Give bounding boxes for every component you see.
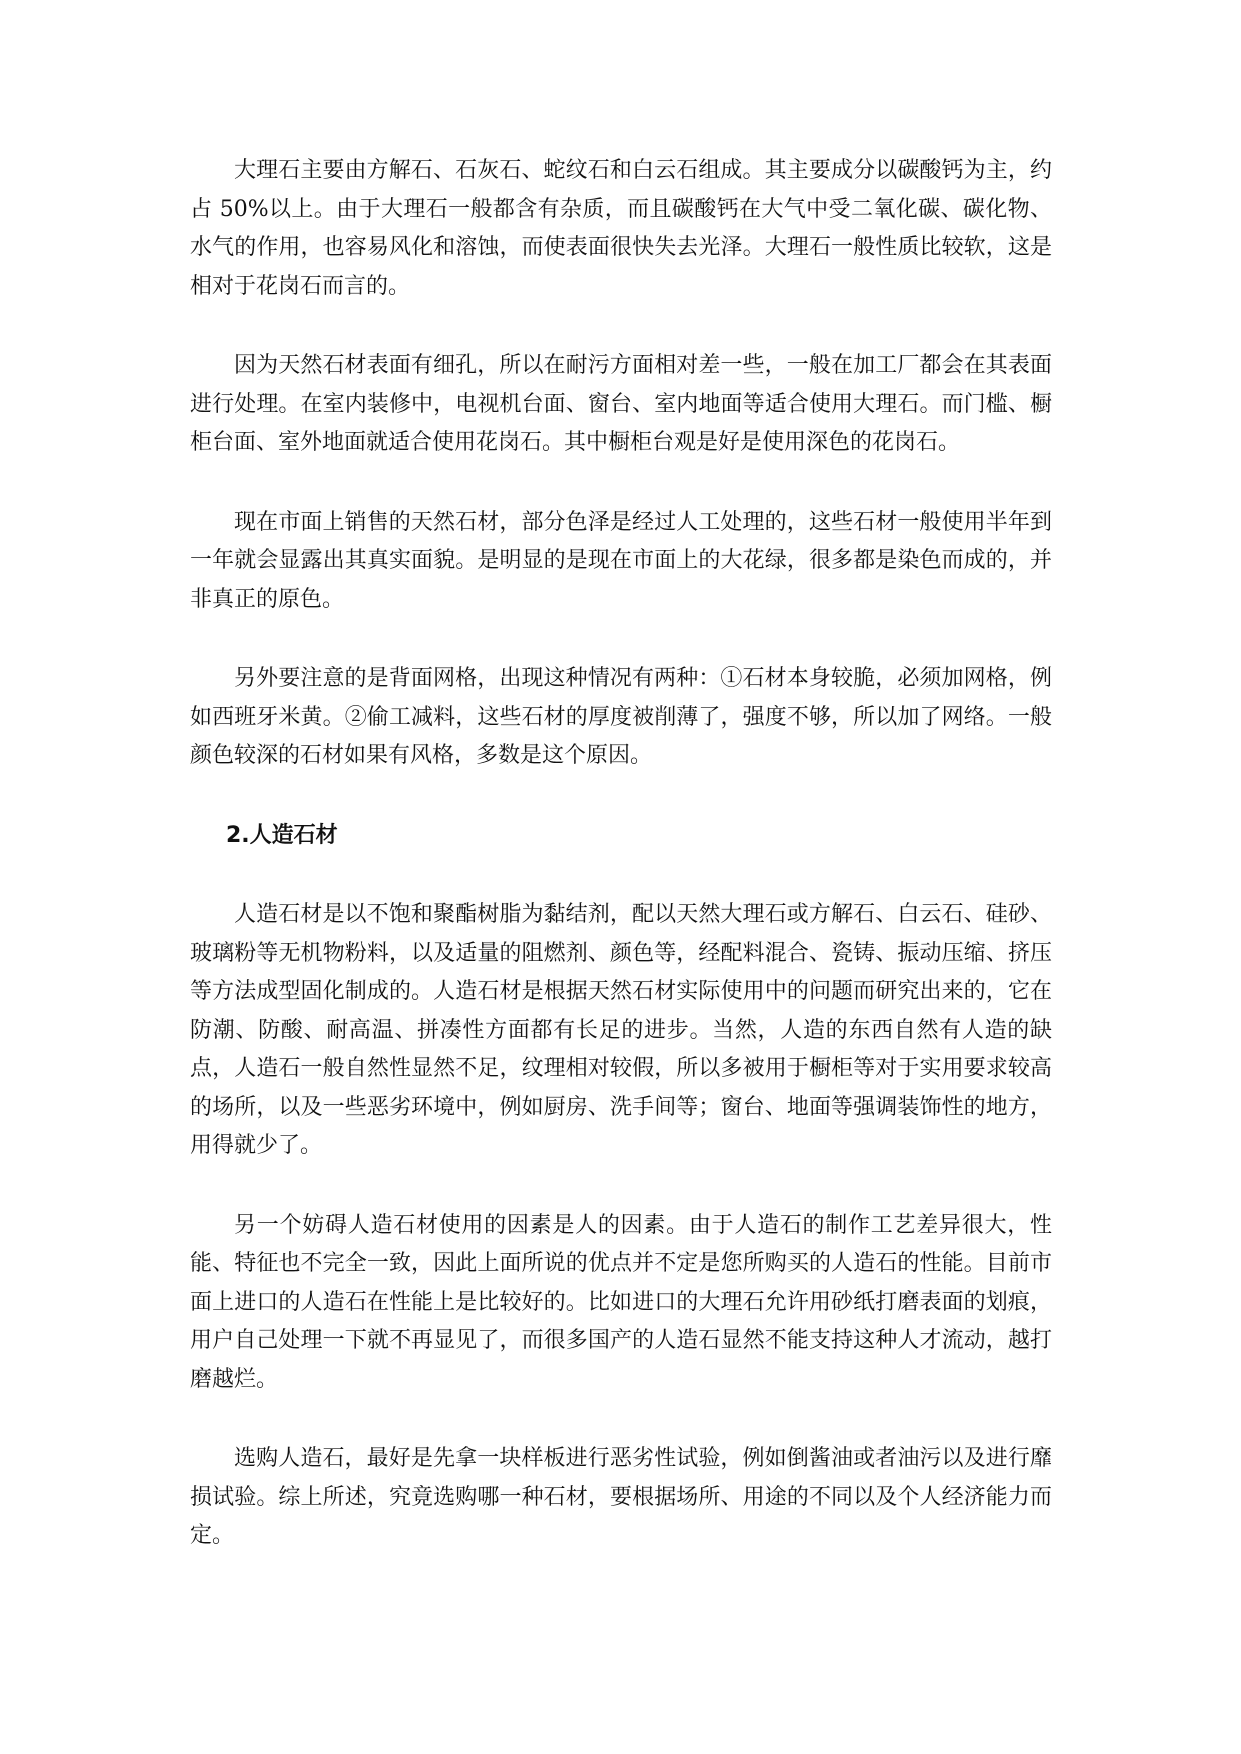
paragraph-dyed-stone: 现在市面上销售的天然石材，部分色泽是经过人工处理的，这些石材一般使用半年到一年就会显露出其真实面貌。是明显的是现在市面上的大花绿，很多都是染色而成的，并非真正的原色。 (190, 509, 1052, 612)
paragraph-artificial-stone-intro: 人造石材是以不饱和聚酯树脂为黏结剂，配以天然大理石或方解石、白云石、硅砂、玻璃粉等无机物粉料，以及适量的阻燃剂、颜色等，经配料混合、瓷铸、振动压缩、挤压等方法成型固化制成的。人造石材是根据天然石材实际使用中的问题而研究出来的，它在防潮、防酸、耐高温、拼凑性方面都有长足的进步。当然，人造的东西自然有人造的缺点，人造石一般自然性显然不足，纹理相对较假，所以多被用于橱柜等对于实用要求较高的场所，以及一些恶劣环境中，例如厨房、洗手间等；窗台、地面等强调装饰性的地方，用得就少了。 (190, 902, 1052, 1158)
paragraph-artificial-stone-factors: 另一个妨碍人造石材使用的因素是人的因素。由于人造石的制作工艺差异很大，性能、特征也不完全一致，因此上面所说的优点并不定是您所购买的人造石的性能。目前市面上进口的人造石在性能上是比较好的。比如进口的大理石允许用砂纸打磨表面的划痕，用户自己处理一下就不再显见了，而很多国产的人造石显然不能支持这种人才流动，越打磨越烂。 (190, 1212, 1052, 1392)
document-body (190, 152, 1052, 1597)
paragraph-buying-advice: 选购人造石，最好是先拿一块样板进行恶劣性试验，例如倒酱油或者油污以及进行靡损试验。综上所述，究竟选购哪一种石材，要根据场所、用途的不同以及个人经济能力而定。 (190, 1446, 1052, 1548)
paragraph-stone-pores: 因为天然石材表面有细孔，所以在耐污方面相对差一些，一般在加工厂都会在其表面进行处理。在室内装修中，电视机台面、窗台、室内地面等适合使用大理石。而门槛、橱柜台面、室外地面就适合使用花岗石。其中橱柜台观是好是使用深色的花岗石。 (190, 353, 1052, 455)
paragraph-back-mesh: 另外要注意的是背面网格，出现这种情况有两种：①石材本身较脆，必须加网格，例如西班牙米黄。②偷工减料，这些石材的厚度被削薄了，强度不够，所以加了网络。一般颜色较深的石材如果有风格，多数是这个原因。 (190, 666, 1052, 768)
section-heading-artificial-stone: 2.人造石材 (226, 822, 338, 848)
paragraph-marble-composition: 大理石主要由方解石、石灰石、蛇纹石和白云石组成。其主要成分以碳酸钙为主，约占 50%以上。由于大理石一般都含有杂质，而且碳酸钙在大气中受二氧化碳、碳化物、水气的作用，也容易风化和溶蚀，而使表面很快失去光泽。大理石一般性质比较软，这是相对于花岗石而言的。 (190, 158, 1052, 299)
